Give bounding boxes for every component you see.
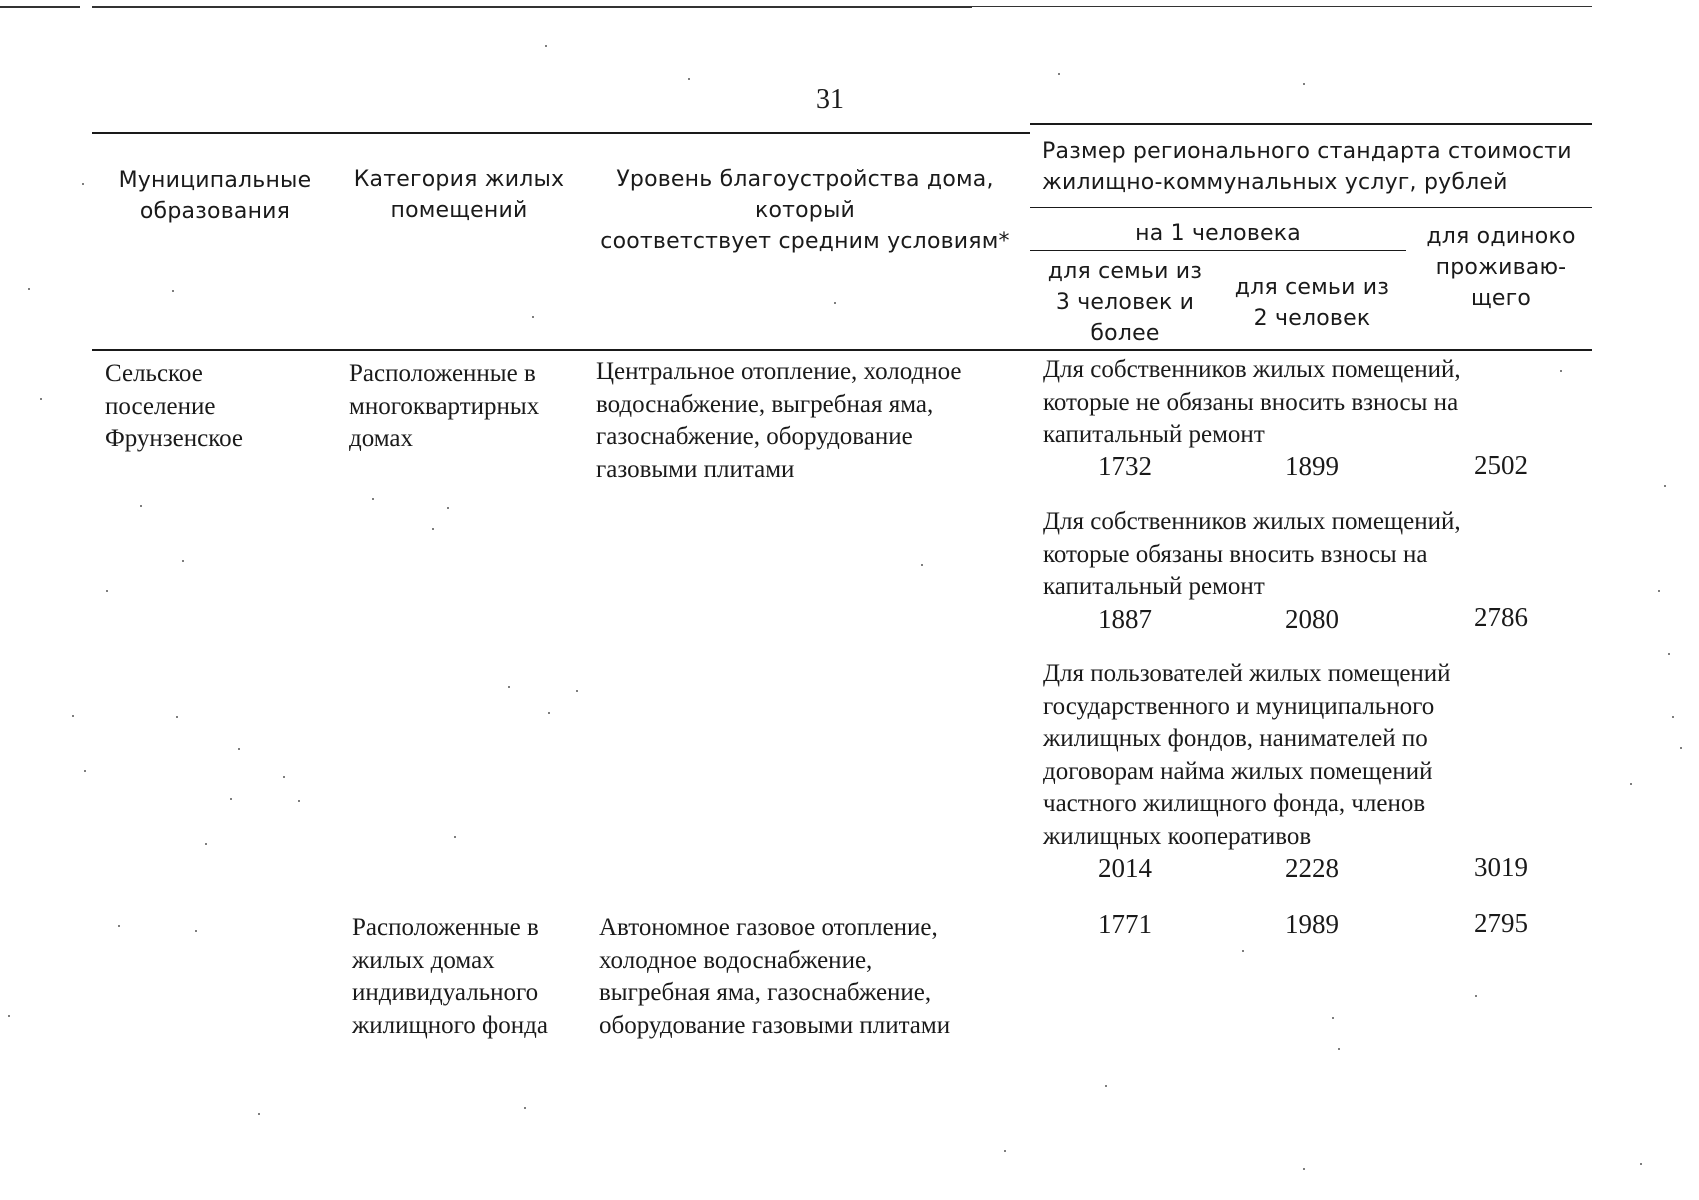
scan-speck [1303, 1168, 1305, 1170]
scan-edge-line [972, 6, 1592, 7]
tenant-group-description: Для пользователей жилых помещений государственного и муниципального жилищных фондов, нанимателей по договорам найма жилых помещений частного жилищного фонда, членов жилищных кооперативов [1043, 660, 1451, 850]
value-family-3: 1732 [1098, 451, 1152, 481]
scan-speck [1058, 73, 1060, 75]
page-number: 31 [816, 84, 844, 115]
value-family-3: 2014 [1098, 853, 1152, 883]
value-single: 2502 [1474, 450, 1528, 480]
scan-edge-line [0, 6, 80, 8]
scan-speck [1475, 995, 1477, 997]
scan-speck [432, 528, 434, 530]
scan-speck [1640, 1163, 1642, 1165]
scan-speck [1338, 1048, 1340, 1050]
scan-speck [72, 715, 74, 717]
scan-speck [118, 925, 120, 927]
table-top-rule [92, 132, 1030, 134]
scan-speck [258, 1113, 260, 1115]
scan-speck [140, 505, 142, 507]
scan-speck [283, 776, 285, 778]
scan-speck [576, 690, 578, 692]
scan-speck [1672, 716, 1674, 718]
header-standard: Размер регионального стандарта стоимости жилищно-коммунальных услуг, рублей [1042, 139, 1572, 195]
header-level: Уровень благоустройства дома, который соответствует средним условиям* [600, 167, 1010, 254]
scan-speck [238, 748, 240, 750]
header-sub-rule [1030, 207, 1592, 208]
value-single: 3019 [1474, 852, 1528, 882]
scan-speck [1658, 590, 1660, 592]
scan-speck [182, 560, 184, 562]
row-category: Расположенные в жилых домах индивидуального жилищного фонда [352, 914, 548, 1039]
scan-speck [40, 398, 42, 400]
scan-speck [176, 716, 178, 718]
scan-speck [106, 590, 108, 592]
header-single: для одиноко проживаю- щего [1426, 224, 1576, 311]
scan-speck [84, 770, 86, 772]
value-single: 2795 [1474, 908, 1528, 938]
scan-speck [834, 302, 836, 304]
scan-speck [230, 798, 232, 800]
scan-speck [1630, 783, 1632, 785]
owner-group-description: Для собственников жилых помещений, которые не обязаны вносить взносы на капитальный ремонт [1043, 356, 1461, 448]
value-family-2: 1989 [1285, 909, 1339, 939]
scan-speck [1668, 653, 1670, 655]
scan-speck [921, 564, 923, 566]
scan-speck [372, 498, 374, 500]
row-municipality: Сельское поселение Фрунзенское [105, 360, 244, 452]
scan-speck [532, 316, 534, 318]
scan-speck [1105, 1085, 1107, 1087]
scan-speck [1303, 83, 1305, 85]
scan-speck [524, 1107, 526, 1109]
scan-speck [82, 183, 84, 185]
header-bottom-rule [92, 349, 1592, 351]
scan-speck [298, 800, 300, 802]
scan-speck [545, 45, 547, 47]
scan-speck [447, 507, 449, 509]
header-family-3: для семьи из 3 человек и более [1047, 259, 1203, 346]
header-category: Категория жилых помещений [353, 167, 565, 223]
table-top-rule-right [1030, 123, 1592, 125]
scan-speck [172, 290, 174, 292]
scan-speck [1332, 1017, 1334, 1019]
header-per-person: на 1 человека [1135, 221, 1301, 246]
row-level: Автономное газовое отопление, холодное водоснабжение, выгребная яма, газоснабжение, оборудование газовыми плитами [599, 914, 951, 1039]
scan-speck [1004, 1150, 1006, 1152]
scan-speck [8, 1015, 10, 1017]
per-person-rule [1030, 250, 1406, 251]
scan-edge-line [92, 6, 972, 8]
header-municipality: Муниципальные образования [118, 168, 312, 224]
scan-speck [548, 712, 550, 714]
value-family-3: 1771 [1098, 909, 1152, 939]
row-level: Центральное отопление, холодное водоснабжение, выгребная яма, газоснабжение, оборудование газовыми плитами [596, 358, 962, 483]
scan-speck [1680, 747, 1682, 749]
scan-speck [1242, 950, 1244, 952]
scan-speck [195, 930, 197, 932]
scan-speck [1664, 485, 1666, 487]
scan-speck [28, 288, 30, 290]
header-family-2: для семьи из 2 человек [1234, 275, 1390, 331]
value-family-3: 1887 [1098, 604, 1152, 634]
value-family-2: 1899 [1285, 451, 1339, 481]
scan-speck [1560, 370, 1562, 372]
row-category: Расположенные в многоквартирных домах [349, 360, 540, 452]
scan-speck [454, 836, 456, 838]
scan-speck [508, 686, 510, 688]
value-family-2: 2228 [1285, 853, 1339, 883]
owner-group-description: Для собственников жилых помещений, которые обязаны вносить взносы на капитальный ремонт [1043, 508, 1461, 600]
scan-speck [205, 843, 207, 845]
scan-speck [688, 78, 690, 80]
value-family-2: 2080 [1285, 604, 1339, 634]
value-single: 2786 [1474, 602, 1528, 632]
